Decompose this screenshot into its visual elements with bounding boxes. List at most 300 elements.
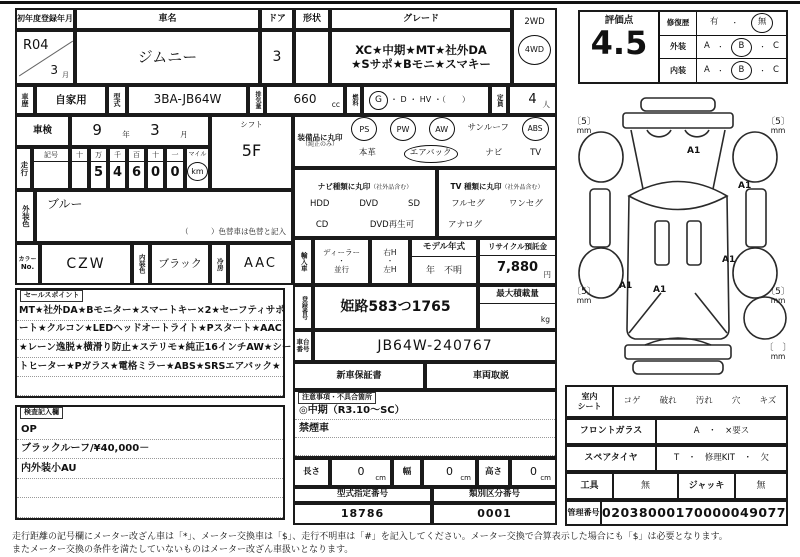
seat-condition-row	[565, 385, 788, 418]
mileage-digit-col-5	[146, 147, 165, 190]
chassis-number: JB64W-240767	[377, 337, 493, 354]
shaken-value-cell	[70, 115, 210, 147]
evaluation-label: 評価点	[604, 15, 634, 26]
grade-line1: XC★中期★MT★社外DA	[355, 43, 487, 58]
spare-tire-value-cell	[657, 454, 786, 464]
shape-value	[294, 30, 330, 85]
fuel-label: 燃料	[350, 94, 358, 106]
sales-line-1	[17, 303, 283, 321]
drive-2wd: 2WD	[524, 17, 545, 27]
interior-a: A	[704, 64, 710, 75]
headlight-left	[647, 130, 671, 137]
mileage-unit-km-circled: km	[187, 162, 208, 181]
interior-b-circled: B	[731, 61, 752, 80]
damage-mark-rear-left: A1	[619, 281, 633, 291]
import-dealer-cell	[313, 238, 370, 285]
digit-header: 万	[91, 149, 106, 162]
class-no-label: 類別区分番号	[468, 489, 520, 500]
fuel-label-cell	[345, 85, 362, 115]
evaluation-score: 4.5	[590, 23, 648, 62]
seat-label-cell	[567, 387, 614, 416]
displacement-label-cell	[248, 85, 265, 115]
repair-history-label: 修復歴	[666, 18, 690, 28]
class-no-header-cell	[432, 487, 557, 503]
model-code: 3BA-JB64W	[153, 92, 222, 107]
tread-value: 〔5〕	[572, 286, 596, 297]
interior-color: ブラック	[158, 256, 202, 270]
drive-4wd-circled: 4WD	[518, 35, 551, 65]
seat-left-shape	[655, 221, 669, 265]
door-value	[260, 30, 294, 85]
new-car-warranty: 新車保証書	[336, 370, 382, 381]
inspector-line-empty2	[17, 498, 283, 518]
side-step-left	[590, 189, 610, 247]
reg-date-value	[15, 30, 75, 85]
notes-box	[293, 390, 557, 458]
equip-pw-circled: PW	[390, 117, 416, 141]
front-bumper-shape	[623, 113, 733, 128]
chassis-value-cell	[313, 330, 557, 362]
model-year-label: モデル年式	[412, 240, 476, 257]
sales-line-empty	[17, 377, 283, 396]
displacement-label: 排気量	[253, 91, 261, 109]
sales-line-3	[17, 340, 292, 359]
rear-hatch-left	[629, 293, 661, 333]
notes-text-1: ◎中期（R3.10〜SC）	[299, 405, 405, 417]
recycle-fee-unit: 円	[543, 270, 551, 280]
import-label-cell	[293, 238, 313, 285]
max-load-unit: kg	[540, 315, 550, 325]
equip-leather: 本革	[358, 147, 376, 158]
tread-value: 〔5〕	[766, 286, 790, 297]
windshield-condition-row	[565, 418, 788, 445]
management-number-value-cell	[602, 506, 786, 520]
repair-dot: ・	[731, 19, 739, 28]
sales-text: トヒーター★Pガラス★電格ミラー★ABS★SRSエアバック★	[19, 360, 281, 372]
dot: ・	[758, 66, 766, 75]
interior-label-cell	[660, 59, 697, 82]
spare-tire-value: T ・ 修理KIT ・ 欠	[674, 452, 769, 463]
equipment-subtitle: （純正のみ）	[301, 141, 338, 149]
reg-number: 姫路583つ1765	[340, 299, 451, 316]
digit-value: 6	[131, 165, 142, 181]
equip-abs-circled: ABS	[522, 117, 549, 141]
length-label-cell	[293, 458, 330, 487]
body-color-label-cell	[15, 190, 35, 243]
reg-month: 3	[50, 63, 58, 78]
import-handle-cell	[370, 238, 410, 285]
rear-bumper-shape	[625, 345, 731, 359]
interior-grade-row	[660, 59, 786, 82]
nav-type-row-1	[295, 193, 435, 215]
repair-no-circled: 無	[751, 13, 773, 33]
dot: ・	[716, 42, 724, 51]
inspector-line-3	[17, 459, 283, 479]
interior-values	[697, 59, 786, 82]
mileage-digit-col-2	[89, 147, 108, 190]
exterior-values	[697, 36, 786, 59]
shaken-month-unit: 月	[180, 129, 188, 139]
ac-type: AAC	[244, 255, 277, 271]
ac-label: 冷房	[215, 257, 224, 271]
capacity-unit: 人	[542, 100, 550, 110]
seat-burn: コゲ	[623, 395, 641, 406]
equipment-cell	[293, 115, 557, 168]
history-value: 自家用	[55, 93, 87, 106]
digit-value: 0	[150, 165, 161, 181]
windshield-label: フロントガラス	[579, 426, 643, 437]
length-value-cell	[330, 458, 392, 487]
displacement-unit: cc	[331, 100, 340, 110]
chassis-label-cell	[293, 330, 313, 362]
repair-yes: 有	[709, 17, 719, 28]
type-no-value: 18786	[340, 506, 385, 520]
color-no: CZW	[66, 255, 106, 272]
digit-header: 十	[148, 149, 163, 162]
tread-rear-right	[760, 282, 796, 310]
mileage-label: 走行	[19, 161, 29, 176]
exterior-c: C	[772, 41, 779, 52]
reg-year: R04	[23, 38, 49, 53]
exterior-b-circled: B	[731, 38, 752, 57]
shift-value: 5F	[241, 140, 262, 160]
import-parallel: 並行	[334, 264, 349, 274]
inspector-line-empty1	[17, 479, 283, 499]
color-no-label2: No.	[20, 263, 35, 272]
tread-value: 〔5〕	[572, 116, 596, 127]
seat-tear: 破れ	[659, 395, 677, 406]
reg-number-value-cell	[313, 285, 478, 330]
reg-date-header	[15, 8, 75, 30]
notes-line-empty1	[295, 438, 555, 456]
nav-hdd: HDD	[309, 198, 330, 209]
left-handle: 左H	[383, 264, 397, 274]
interior-label: 内装	[670, 66, 686, 76]
tools-value-cell	[614, 474, 679, 498]
body-color-label: 外装色	[21, 205, 31, 228]
grade-header	[330, 8, 512, 30]
exterior-a: A	[704, 41, 710, 52]
height-unit: cm	[540, 473, 551, 482]
shape-label: 形状	[302, 13, 321, 24]
shaken-year-unit: 年	[122, 129, 130, 139]
tread-empty-value: 〔 〕	[764, 342, 792, 353]
height-value: 0	[530, 465, 537, 479]
nav-dvd: DVD	[359, 198, 379, 209]
equipment-items	[345, 117, 555, 166]
tv-analog: アナログ	[448, 219, 483, 230]
class-no-value: 0001	[477, 506, 512, 520]
tools-value: 無	[640, 480, 650, 491]
chassis-label1: 車台	[296, 337, 310, 346]
mileage-unit-cell	[185, 147, 210, 190]
length-label: 長さ	[302, 466, 320, 477]
tv-type-cell	[437, 168, 557, 238]
length-value: 0	[357, 465, 365, 479]
height-value-cell	[510, 458, 557, 487]
rear-hatch-right	[695, 293, 727, 333]
windshield-value: A ・ ×要ス	[693, 425, 750, 436]
damage-mark-windshield: A1	[687, 146, 701, 156]
inspector-line-2	[17, 440, 283, 460]
tv-type-header	[450, 175, 543, 193]
mileage-unit-mile: マイル	[188, 151, 207, 158]
digit-header: 千	[110, 149, 125, 162]
damage-mark-right-rear: A1	[722, 255, 736, 265]
inspector-text: OP	[21, 424, 37, 436]
tools-label: 工具	[580, 480, 599, 491]
equip-sunroof: サンルーフ	[467, 123, 509, 134]
jack-label-cell	[679, 474, 736, 498]
equip-aw-circled: AW	[429, 117, 455, 141]
drive-type-cell	[512, 8, 557, 85]
tv-oneseg: ワンセグ	[508, 198, 543, 209]
tools-label-cell	[567, 474, 614, 498]
seat-stain: 汚れ	[695, 395, 713, 406]
notes-text-2: 禁煙車	[299, 422, 329, 434]
chassis-label2: 番号	[296, 345, 310, 353]
tools-row	[565, 472, 788, 500]
mileage-digit-col-1	[70, 147, 89, 190]
inspector-line-1	[17, 421, 283, 440]
interior-c: C	[772, 64, 779, 75]
ac-label-cell	[210, 243, 228, 285]
door-label: ドア	[268, 13, 286, 24]
jack-value-cell	[736, 481, 786, 491]
repair-history-label-cell	[660, 12, 697, 35]
digit-header: 一	[167, 149, 183, 162]
interior-color-value-cell	[150, 243, 210, 285]
tread-front-right	[760, 112, 796, 140]
management-number-label: 管理番号	[567, 508, 600, 518]
mileage-sign-label: 記号	[34, 149, 68, 162]
repair-history-row	[660, 12, 786, 36]
sales-line-2	[17, 321, 283, 340]
seat-scratch: キズ	[759, 395, 777, 406]
capacity-label: 定員	[495, 93, 504, 107]
equipment-row-2	[345, 142, 555, 167]
sales-text: MT★社外DA★Bモニター★スマートキー×2★セーフティサポ	[19, 304, 285, 316]
model-code-label: 型式	[113, 93, 122, 107]
nav-type-title: ナビ種類に丸印	[317, 182, 371, 191]
evaluation-score-area	[580, 12, 660, 82]
evaluation-box	[578, 10, 788, 84]
color-no-label-cell	[15, 243, 40, 285]
equip-ps-circled: PS	[351, 117, 377, 141]
damage-mark-rear-center: A1	[653, 285, 667, 295]
dot: ・	[758, 42, 766, 51]
grade-value	[330, 30, 512, 85]
sales-text: ★レーン逸脱★横滑り防止★ステリモ★純正16インチAW★シー	[19, 342, 292, 354]
grade-label: グレード	[402, 13, 439, 24]
sales-points-box	[15, 288, 292, 398]
type-no-header-cell	[293, 487, 432, 503]
sales-line-4	[17, 358, 283, 377]
import-dot: ・	[338, 257, 345, 266]
seat-right-shape	[687, 221, 701, 265]
tv-type-row-1	[439, 193, 555, 215]
history-value-cell	[35, 85, 107, 115]
grade-line2: ★Sサポ★Bモニ★スマキー	[351, 56, 491, 71]
inspector-notes-tab: 検査記入欄	[20, 407, 63, 419]
tv-type-subtitle: （社外品含む）	[501, 184, 544, 191]
displacement: 660	[293, 92, 317, 107]
nav-type-subtitle: （社外品含む）	[370, 184, 413, 191]
history-label-cell	[15, 85, 35, 115]
import-dealer: ディーラー	[323, 247, 360, 257]
max-load-cell	[478, 285, 557, 330]
windshield-value-cell	[657, 427, 786, 437]
shape-header	[294, 8, 330, 30]
tread-unit: mm	[770, 351, 786, 361]
inspector-text: ブラックルーフ/¥40,000－	[21, 443, 150, 455]
exterior-label: 外装	[670, 42, 686, 52]
body-color-value-cell	[35, 190, 293, 243]
footer-note-line2	[12, 542, 798, 555]
right-handle: 右H	[383, 247, 397, 257]
manual: 車両取説	[472, 370, 509, 381]
recycle-fee-cell	[478, 238, 557, 285]
capacity: 4	[528, 91, 537, 107]
evaluation-grades-area	[660, 12, 786, 82]
import-label: 輸入車	[299, 251, 308, 272]
fuel-gasoline-circled: G	[369, 91, 388, 110]
height-label-cell	[477, 458, 510, 487]
seat-label2: シート	[577, 401, 602, 411]
width-value: 0	[446, 465, 453, 479]
tv-type-title: TV 種類に丸印	[450, 182, 502, 191]
body-color: ブルー	[47, 197, 83, 211]
headlight-right	[685, 130, 709, 137]
car-name-value	[75, 30, 260, 85]
jack-value: 無	[756, 480, 766, 491]
model-year-value: 年 不明	[425, 265, 462, 276]
new-car-warranty-cell	[293, 362, 425, 390]
type-no-value-cell	[293, 503, 432, 525]
car-name-header	[75, 8, 260, 30]
tread-rear-left	[566, 282, 602, 310]
notes-tab: 注意事項・不具合箇所	[298, 392, 376, 404]
shaken-month: 3	[150, 121, 160, 140]
reg-number-label: 登録番号	[300, 295, 308, 320]
tread-value: 〔5〕	[766, 116, 790, 127]
repair-history-values	[697, 12, 786, 35]
equipment-header	[295, 134, 345, 150]
shaken-label-cell	[15, 115, 70, 147]
car-name-label: 車名	[158, 13, 177, 24]
mileage-label-cell	[15, 147, 32, 190]
management-number-label-cell	[567, 502, 602, 524]
windshield-label-cell	[567, 420, 657, 443]
notes-line-1	[295, 403, 555, 420]
roof-rack-shape	[641, 98, 715, 111]
tread-front-left	[566, 112, 602, 140]
tread-unit: mm	[576, 125, 592, 135]
shift-cell	[210, 115, 293, 190]
model-code-value-cell	[127, 85, 248, 115]
equipment-row-1	[345, 117, 555, 142]
tread-unit: mm	[770, 125, 786, 135]
displacement-value-cell	[265, 85, 345, 115]
equip-navi: ナビ	[485, 147, 503, 158]
footer-text-2: またメーター交換の条件を満たしていないものはメーター改ざん車扱いとなります。	[12, 545, 354, 555]
reg-month-unit: 月	[62, 70, 69, 79]
digit-value: 5	[93, 165, 104, 181]
equip-tv: TV	[530, 147, 542, 158]
color-no-label1: カラー	[18, 255, 37, 263]
capacity-value-cell	[508, 85, 557, 115]
notes-line-2	[295, 420, 555, 438]
recycle-fee-value: 7,880	[496, 259, 539, 275]
tv-type-row-2	[430, 216, 564, 236]
tread-spare	[760, 338, 796, 366]
width-value-cell	[422, 458, 477, 487]
seat-items	[614, 397, 786, 407]
color-no-value-cell	[40, 243, 132, 285]
footer-text-1: 走行距離の記号欄にメーター改ざん車は「*」、メーター交換車は「$」、走行不明車は「#」を記入してください。メーター交換で合算表示した場合にも「$」は必要となります。	[12, 532, 728, 542]
door-header	[260, 8, 294, 30]
management-number: 02038000170000049077	[602, 504, 786, 520]
nav-type-row-2	[295, 216, 435, 236]
exterior-grade-row	[660, 36, 786, 60]
top-border-line	[0, 1, 800, 4]
spare-tire-label: スペアタイヤ	[584, 453, 638, 464]
car-name: ジムニー	[137, 47, 198, 66]
shaken-label: 車検	[32, 124, 52, 136]
shift-label: シフト	[240, 120, 263, 129]
mileage-digit-col-6	[165, 147, 185, 190]
seat-label1: 室内	[581, 392, 598, 402]
capacity-label-cell	[490, 85, 508, 115]
dot: ・	[716, 66, 724, 75]
nav-sd: SD	[408, 198, 420, 209]
tread-unit: mm	[576, 295, 592, 305]
interior-color-label-cell	[132, 243, 150, 285]
reg-number-label-cell	[293, 285, 313, 330]
hood-line-right	[713, 130, 725, 189]
type-no-label: 型式指定番号	[336, 489, 388, 500]
equipment-title: 装備品に丸印	[297, 132, 343, 142]
fuel-options: ・ D ・ HV ・（ ）	[390, 95, 470, 105]
spare-tire-row	[565, 445, 788, 472]
digit-value: 4	[112, 165, 123, 181]
digit-value: 0	[170, 165, 180, 181]
fuel-value-cell	[362, 85, 490, 115]
sales-points-tab: セールスポイント	[20, 290, 83, 302]
equip-airbag-circled: エアバック	[404, 145, 458, 163]
tv-fullseg: フルセグ	[451, 198, 485, 209]
nav-cd: CD	[315, 219, 329, 230]
rear-bumper-lower-shape	[633, 361, 723, 374]
width-unit: cm	[460, 473, 471, 482]
max-load-label: 最大積載量	[480, 287, 555, 304]
reg-date-label: 初年度登録年月	[17, 14, 73, 24]
width-label-cell	[392, 458, 422, 487]
body-color-note: （ ）色替車は色替と記入	[181, 227, 286, 237]
inspector-notes-box	[15, 405, 285, 520]
inspector-text: 内外装小AU	[21, 462, 77, 474]
length-unit: cm	[375, 473, 386, 482]
handle-dot: ・	[386, 257, 394, 266]
tread-unit: mm	[770, 295, 786, 305]
exterior-label-cell	[660, 36, 697, 59]
spare-tire-label-cell	[567, 447, 657, 470]
mileage-sign-cell	[32, 147, 70, 190]
history-label: 車歴	[21, 93, 30, 107]
damage-mark-right-front: A1	[738, 181, 752, 191]
width-label: 幅	[402, 466, 412, 477]
nav-dvd-play: DVD再生可	[369, 219, 415, 230]
